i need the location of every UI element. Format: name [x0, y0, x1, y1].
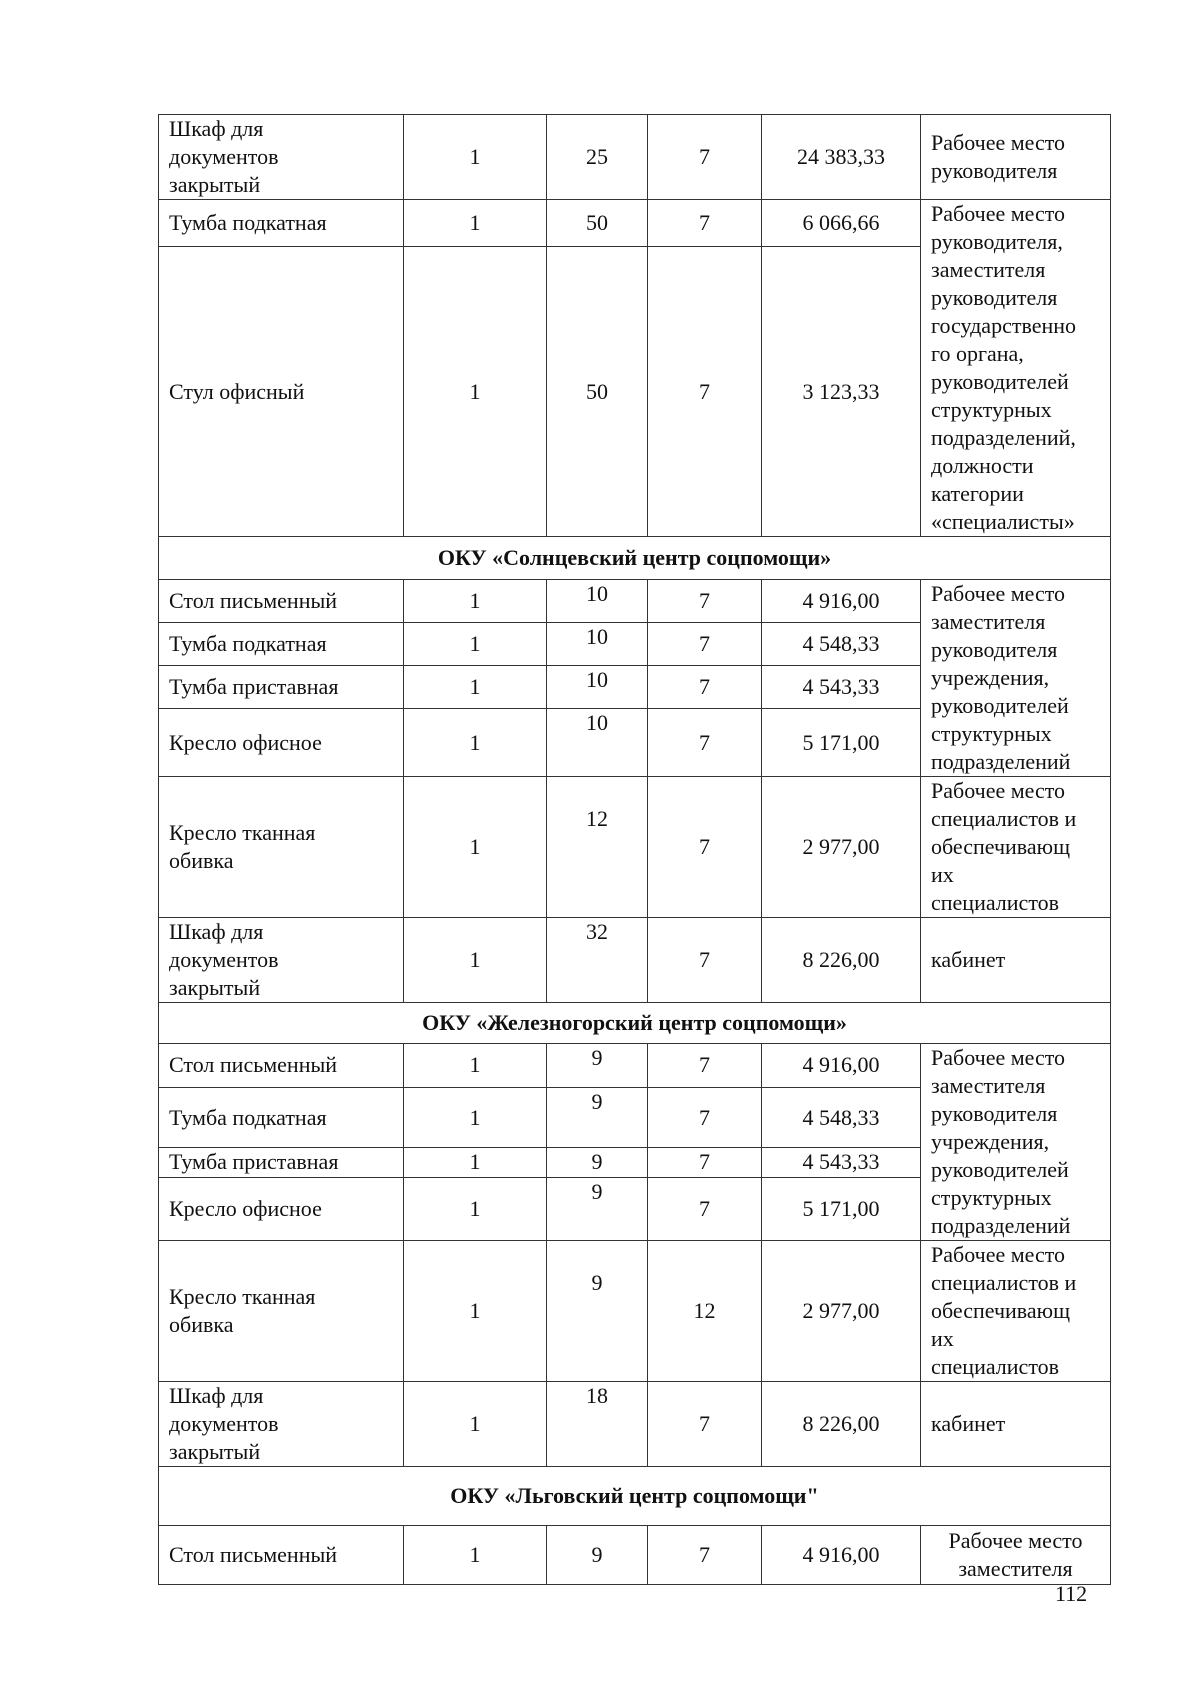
- years-cell: 7: [648, 580, 762, 623]
- table-row: [159, 1526, 1111, 1585]
- quantity-cell: 1: [404, 1526, 547, 1585]
- item-name: Кресло тканная обивка: [159, 777, 404, 918]
- section-header-row: [159, 1467, 1111, 1526]
- price-cell: 5 171,00: [762, 1177, 921, 1240]
- price-cell: 8 226,00: [762, 1382, 921, 1467]
- norm-cell: 10: [547, 709, 648, 777]
- quantity-cell: 1: [404, 247, 547, 537]
- years-cell: 7: [648, 1177, 762, 1240]
- item-name: Шкаф для документов закрытый: [159, 115, 404, 200]
- price-cell: 3 123,33: [762, 247, 921, 537]
- quantity-cell: 1: [404, 666, 547, 709]
- section-title: ОКУ «Льговский центр соцпомощи": [159, 1467, 1111, 1526]
- table-row: [159, 1241, 1111, 1382]
- years-cell: 7: [648, 1087, 762, 1147]
- norm-cell: 32: [547, 918, 648, 1003]
- item-name: Кресло офисное: [159, 1177, 404, 1240]
- quantity-cell: 1: [404, 200, 547, 247]
- price-cell: 2 977,00: [762, 777, 921, 918]
- years-cell: 7: [648, 623, 762, 666]
- price-cell: 2 977,00: [762, 1241, 921, 1382]
- quantity-cell: 1: [404, 1044, 547, 1088]
- note-cell: Рабочее место заместителя: [921, 1526, 1111, 1585]
- section-header-row: [159, 1003, 1111, 1044]
- note-cell: Рабочее место специалистов и обеспечивающ их специалистов: [921, 777, 1111, 918]
- table-row: [159, 200, 1111, 247]
- norm-cell: 9: [547, 1177, 648, 1240]
- note-cell: кабинет: [921, 918, 1111, 1003]
- norm-cell: 10: [547, 580, 648, 623]
- years-cell: 7: [648, 666, 762, 709]
- item-name: Стол письменный: [159, 580, 404, 623]
- quantity-cell: 1: [404, 1177, 547, 1240]
- norm-cell: 50: [547, 200, 648, 247]
- price-cell: 24 383,33: [762, 115, 921, 200]
- price-cell: 5 171,00: [762, 709, 921, 777]
- item-name: Тумба подкатная: [159, 623, 404, 666]
- price-cell: 8 226,00: [762, 918, 921, 1003]
- item-name: Тумба приставная: [159, 1148, 404, 1178]
- norm-cell: 12: [547, 777, 648, 918]
- note-cell: Рабочее место специалистов и обеспечивающ их специалистов: [921, 1241, 1111, 1382]
- quantity-cell: 1: [404, 115, 547, 200]
- quantity-cell: 1: [404, 777, 547, 918]
- item-name: Кресло тканная обивка: [159, 1241, 404, 1382]
- years-cell: 7: [648, 1044, 762, 1088]
- item-name: Шкаф для документов закрытый: [159, 918, 404, 1003]
- quantity-cell: 1: [404, 623, 547, 666]
- norm-cell: 9: [547, 1148, 648, 1178]
- quantity-cell: 1: [404, 1241, 547, 1382]
- section-header-row: [159, 537, 1111, 580]
- note-cell: кабинет: [921, 1382, 1111, 1467]
- norm-cell: 9: [547, 1526, 648, 1585]
- page-number: 112: [1055, 1581, 1088, 1606]
- norm-cell: 9: [547, 1087, 648, 1147]
- note-cell: Рабочее место заместителя руководителя учреждения, руководителей структурных подразделений: [921, 580, 1111, 777]
- years-cell: 7: [648, 918, 762, 1003]
- norm-cell: 50: [547, 247, 648, 537]
- table-row: [159, 115, 1111, 200]
- years-cell: 7: [648, 709, 762, 777]
- note-cell: Рабочее место руководителя, заместителя руководителя государственно го органа, руководителей структурных подразделений, должности категории «специалисты»: [921, 200, 1111, 537]
- years-cell: 7: [648, 1148, 762, 1178]
- section-title: ОКУ «Железногорский центр соцпомощи»: [159, 1003, 1111, 1044]
- table-row: [159, 777, 1111, 918]
- price-cell: 4 548,33: [762, 623, 921, 666]
- price-cell: 4 543,33: [762, 666, 921, 709]
- years-cell: 7: [648, 247, 762, 537]
- quantity-cell: 1: [404, 580, 547, 623]
- section-title: ОКУ «Солнцевский центр соцпомощи»: [159, 537, 1111, 580]
- furniture-norms-table: [158, 114, 1111, 1585]
- item-name: Стол письменный: [159, 1526, 404, 1585]
- norm-cell: 9: [547, 1044, 648, 1088]
- norm-cell: 9: [547, 1241, 648, 1382]
- table-row: [159, 580, 1111, 623]
- item-name: Шкаф для документов закрытый: [159, 1382, 404, 1467]
- item-name: Тумба приставная: [159, 666, 404, 709]
- quantity-cell: 1: [404, 918, 547, 1003]
- norm-cell: 25: [547, 115, 648, 200]
- item-name: Тумба подкатная: [159, 200, 404, 247]
- note-cell: Рабочее место руководителя: [921, 115, 1111, 200]
- note-cell: Рабочее место заместителя руководителя учреждения, руководителей структурных подразделений: [921, 1044, 1111, 1241]
- price-cell: 6 066,66: [762, 200, 921, 247]
- price-cell: 4 916,00: [762, 580, 921, 623]
- price-cell: 4 916,00: [762, 1044, 921, 1088]
- item-name: Стол письменный: [159, 1044, 404, 1088]
- price-cell: 4 543,33: [762, 1148, 921, 1178]
- years-cell: 7: [648, 1382, 762, 1467]
- quantity-cell: 1: [404, 1148, 547, 1178]
- years-cell: 7: [648, 777, 762, 918]
- item-name: Кресло офисное: [159, 709, 404, 777]
- norm-cell: 10: [547, 623, 648, 666]
- quantity-cell: 1: [404, 1382, 547, 1467]
- quantity-cell: 1: [404, 1087, 547, 1147]
- table-row: [159, 1382, 1111, 1467]
- item-name: Стул офисный: [159, 247, 404, 537]
- years-cell: 7: [648, 115, 762, 200]
- price-cell: 4 916,00: [762, 1526, 921, 1585]
- norm-cell: 18: [547, 1382, 648, 1467]
- price-cell: 4 548,33: [762, 1087, 921, 1147]
- years-cell: 7: [648, 200, 762, 247]
- norm-cell: 10: [547, 666, 648, 709]
- table-row: [159, 1044, 1111, 1088]
- table-row: [159, 918, 1111, 1003]
- years-cell: 7: [648, 1526, 762, 1585]
- years-cell: 12: [648, 1241, 762, 1382]
- item-name: Тумба подкатная: [159, 1087, 404, 1147]
- quantity-cell: 1: [404, 709, 547, 777]
